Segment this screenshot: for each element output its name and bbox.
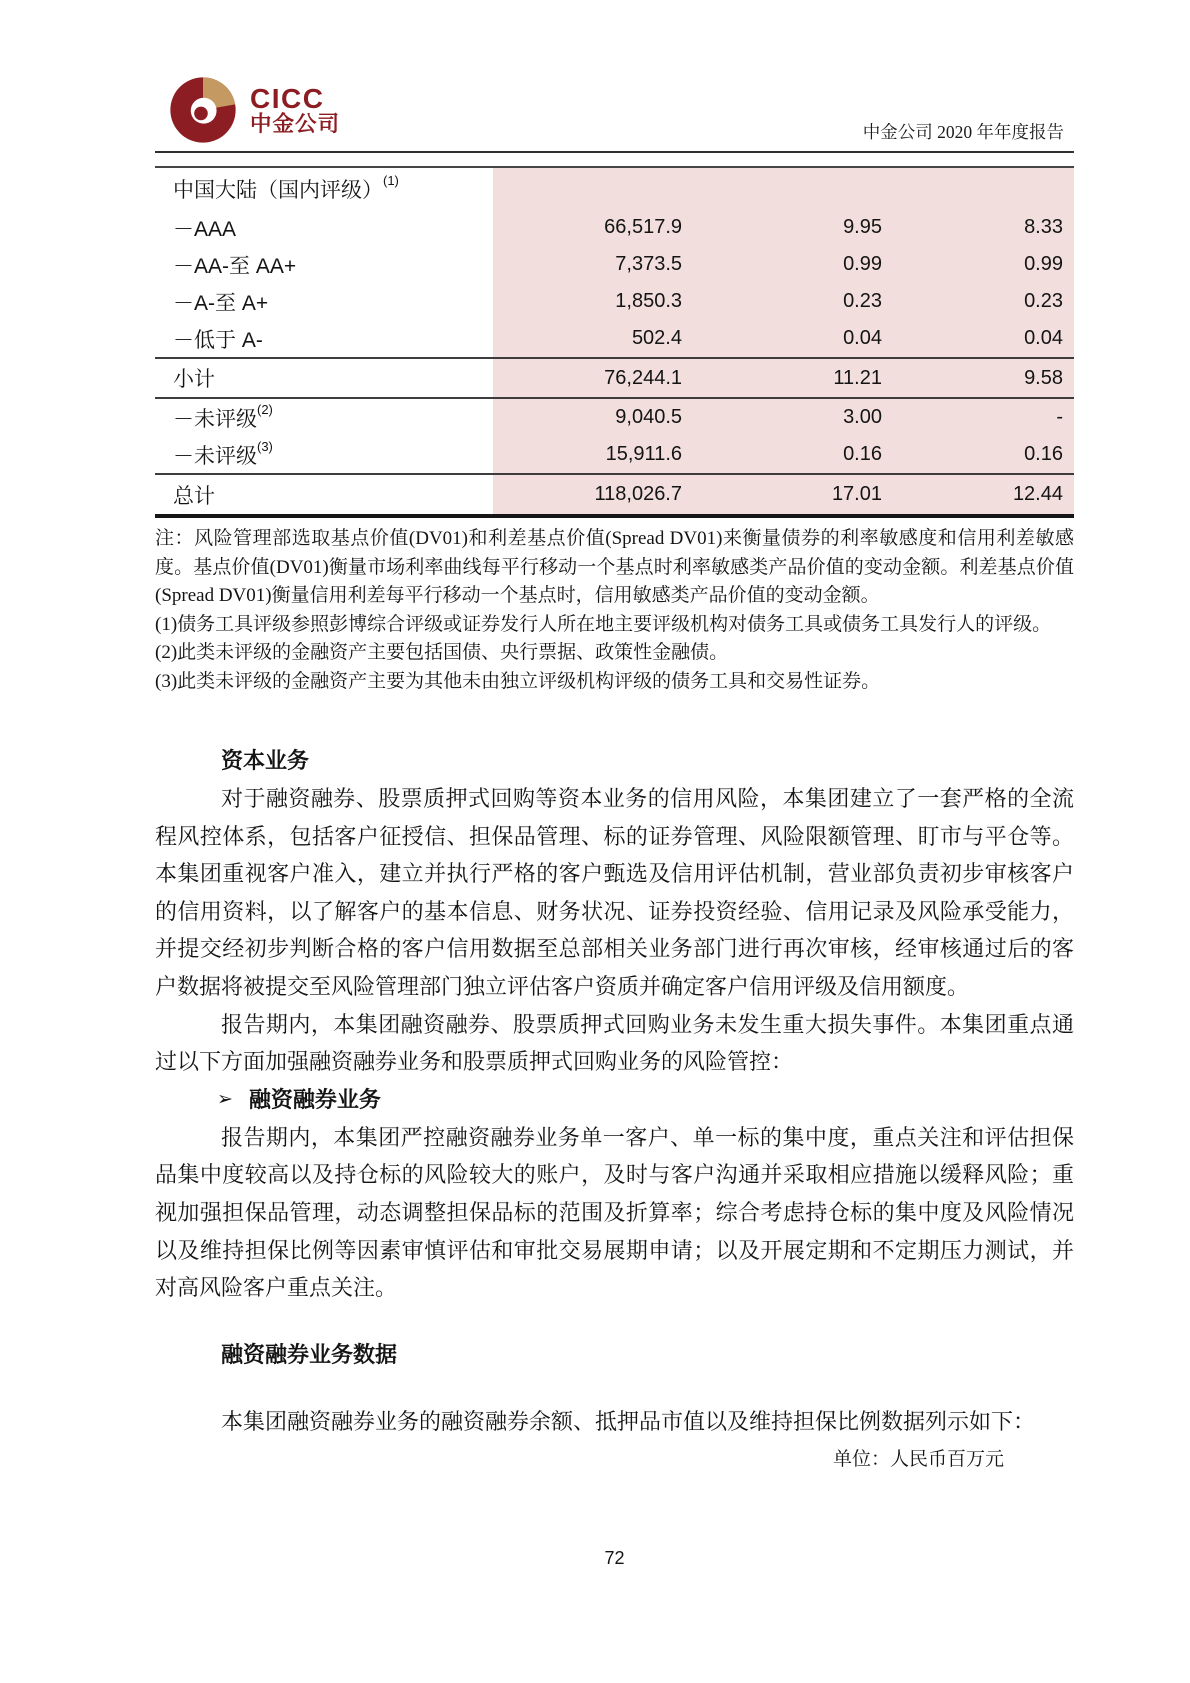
row-label: －AA-至 AA+ [173, 254, 297, 278]
row-label: －低于 A- [173, 328, 263, 352]
amount-cell: 7,373.5 [493, 246, 682, 283]
table-row [155, 320, 1074, 359]
table-row [155, 399, 1074, 436]
report-title: 中金公司 2020 年年度报告 [862, 122, 1064, 142]
row-label: 中国大陆（国内评级） (1) [173, 173, 399, 202]
table-row [155, 436, 1074, 475]
dv01-cell: 0.04 [682, 320, 882, 357]
spread-dv01-cell: 0.04 [882, 320, 1074, 357]
spread-dv01-cell [882, 168, 1074, 209]
logo-text-en: CICC [250, 83, 325, 115]
paragraph-capital-risk: 对于融资融券、股票质押式回购等资本业务的信用风险，本集团建立了一套严格的全流程风控体系，包括客户征授信、担保品管理、标的证券管理、风险限额管理、盯市与平仓等。本集团重视客户准入，建立并执行严格的客户甄选及信用评估机制，营业部负责初步审核客户的信用资料，以了解客户的基本信息、财务状况、证券投资经验、信用记录及风险承受能力，并提交经初步判断合格的客户信用数据至总部相关业务部门进行再次审核，经审核通过后的客户数据将被提交至风险管理部门独立评估客户资质并确定客户信用评级及信用额度。 [155, 786, 1074, 999]
spread-dv01-cell: 9.58 [882, 359, 1074, 397]
page-header [155, 0, 1074, 153]
paragraph-data-intro: 本集团融资融券业务的融资融券余额、抵押品市值以及维持担保比例数据列示如下： [221, 1409, 1036, 1435]
row-label: －A-至 A+ [173, 291, 269, 315]
spread-dv01-cell: 0.23 [882, 283, 1074, 320]
amount-cell: 76,244.1 [493, 359, 682, 397]
spread-dv01-cell: 12.44 [882, 475, 1074, 514]
page-content [155, 0, 1074, 1475]
table-row [155, 246, 1074, 283]
unit-note: 单位：人民币百万元 [832, 1448, 1004, 1470]
amount-cell: 118,026.7 [493, 475, 682, 514]
note-main: 注：风险管理部选取基点价值(DV01)和利差基点价值(Spread DV01)来衡量债券的利率敏感度和信用利差敏感度。基点价值(DV01)衡量市场利率曲线每平行移动一个基点时利率敏感类产品价值的变动金额。利差基点价值(Spread DV01)衡量信用利差每平行移动一个基点时，信用敏感类产品价值的变动金额。 [155, 528, 1074, 606]
note-item: (1)债务工具评级参照彭博综合评级或证券发行人所在地主要评级机构对债务工具或债务工具发行人的评级。 [155, 613, 1052, 635]
cicc-logo-text [250, 84, 340, 136]
spread-dv01-cell: - [882, 399, 1074, 436]
spread-dv01-cell: 0.99 [882, 246, 1074, 283]
dv01-cell: 0.99 [682, 246, 882, 283]
row-label: 小计 [173, 368, 215, 391]
amount-cell: 9,040.5 [493, 399, 682, 436]
row-label: －未评级 (3) [173, 439, 273, 468]
arrow-bullet-icon: ➢ [217, 1089, 233, 1111]
logo-text-zh: 中金公司 [250, 112, 341, 137]
spread-dv01-cell: 0.16 [882, 436, 1074, 473]
table-row [155, 359, 1074, 399]
dv01-cell: 3.00 [682, 399, 882, 436]
cicc-logo [169, 76, 340, 144]
capital-business-heading: 资本业务 [221, 748, 310, 773]
dv01-cell: 0.23 [682, 283, 882, 320]
amount-cell: 15,911.6 [493, 436, 682, 473]
table-row [155, 475, 1074, 518]
credit-rating-table [155, 166, 1074, 518]
page-number: 72 [604, 1548, 625, 1568]
note-item: (2)此类未评级的金融资产主要包括国债、央行票据、政策性金融债。 [155, 642, 729, 663]
footnote-superscript: (3) [257, 439, 273, 454]
dv01-cell: 0.16 [682, 436, 882, 473]
cicc-logo-icon [169, 76, 237, 144]
note-item: (3)此类未评级的金融资产主要为其他未由独立评级机构评级的债务工具和交易性证券。 [155, 670, 881, 692]
margin-financing-bullet [217, 1081, 1074, 1119]
dv01-cell: 11.21 [682, 359, 882, 397]
paragraph-report-period: 报告期内，本集团融资融券、股票质押式回购业务未发生重大损失事件。本集团重点通过以下方面加强融资融券业务和股票质押式回购业务的风险管控： [155, 1011, 1074, 1075]
amount-cell: 66,517.9 [493, 209, 682, 246]
footnote-superscript: (2) [257, 402, 273, 417]
dv01-cell: 9.95 [682, 209, 882, 246]
table-notes [155, 525, 1074, 696]
spread-dv01-cell: 8.33 [882, 209, 1074, 246]
amount-cell: 502.4 [493, 320, 682, 357]
row-label: 总计 [173, 484, 215, 508]
row-label: －未评级 (2) [173, 402, 273, 431]
note-items [155, 611, 1074, 697]
amount-cell: 1,850.3 [493, 283, 682, 320]
paragraph-margin-financing-risk: 报告期内，本集团严控融资融券业务单一客户、单一标的集中度，重点关注和评估担保品集中度较高以及持仓标的风险较大的账户，及时与客户沟通并采取相应措施以缓释风险；重视加强担保品管理，动态调整担保品标的范围及折算率；综合考虑持仓标的集中度及风险情况以及维持担保比例等因素审慎评估和审批交易展期申请；以及开展定期和不定期压力测试，并对高风险客户重点关注。 [155, 1124, 1074, 1301]
dv01-cell: 17.01 [682, 475, 882, 514]
footnote-superscript: (1) [383, 173, 399, 188]
margin-financing-data-heading: 融资融券业务数据 [221, 1341, 398, 1367]
table-row [155, 283, 1074, 320]
table-row [155, 168, 1074, 209]
amount-cell [493, 168, 682, 209]
table-row [155, 209, 1074, 246]
bullet-label: 融资融券业务 [248, 1086, 381, 1112]
dv01-cell [682, 168, 882, 209]
row-label: －AAA [173, 217, 237, 241]
